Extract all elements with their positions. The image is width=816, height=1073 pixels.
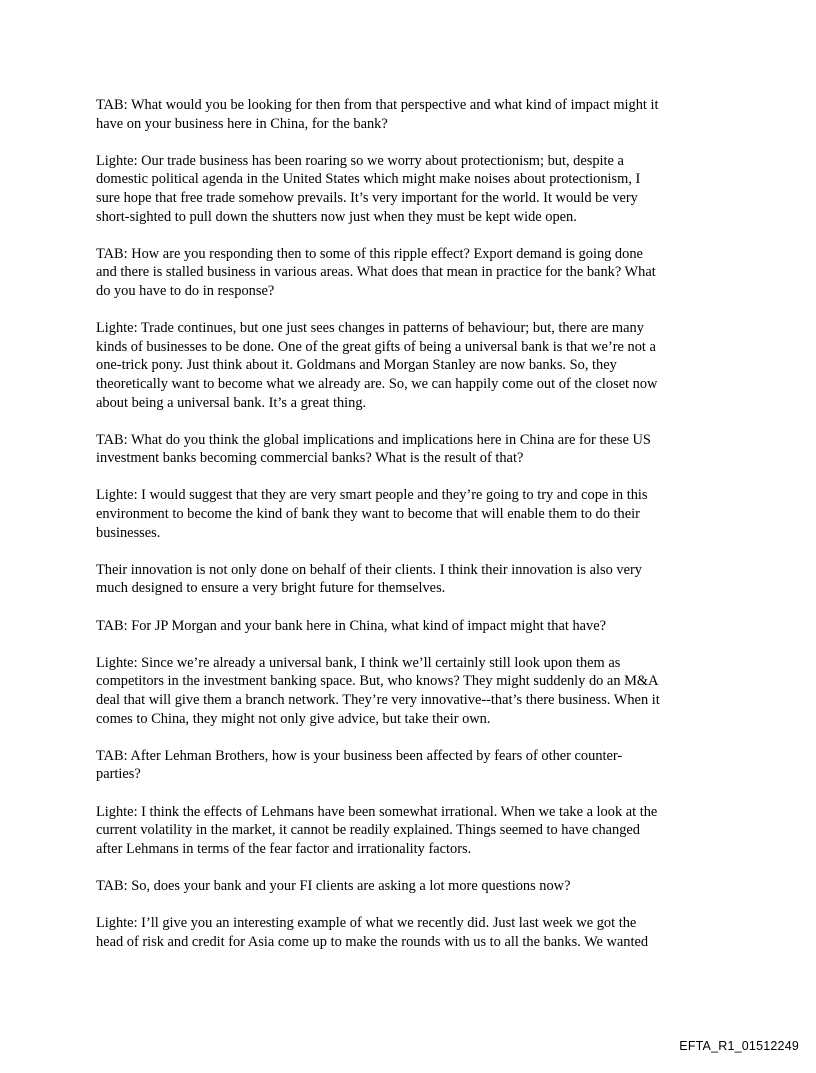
paragraph xyxy=(96,245,728,301)
text-line: deal that will give them a branch network. They’re very innovative--that’s there business. When it xyxy=(96,692,660,708)
text-line: TAB: How are you responding then to some of this ripple effect? Export demand is going done xyxy=(96,245,643,262)
text-line: comes to China, they might not only give advice, but take their own. xyxy=(96,710,491,727)
text-line: have on your business here in China, for the bank? xyxy=(96,115,388,132)
text-line: and there is stalled business in various areas. What does that mean in practice for the bank? What xyxy=(96,264,656,281)
paragraph xyxy=(96,319,728,412)
text-line: after Lehmans in terms of the fear factor and irrationality factors. xyxy=(96,840,472,857)
paragraph xyxy=(96,152,728,226)
text-line: theoretically want to become what we already are. So, we can happily come out of the closet now xyxy=(96,375,658,392)
text-line: Lighte: Since we’re already a universal bank, I think we’ll certainly still look upon them as xyxy=(96,654,621,671)
text-line: sure hope that free trade somehow prevails. It’s very important for the world. It would be very xyxy=(96,189,638,206)
text-line: short-sighted to pull down the shutters now just when they must be kept wide open. xyxy=(96,208,577,225)
document-id-stamp: EFTA_R1_01512249 xyxy=(679,1039,799,1053)
text-line: current volatility in the market, it cannot be readily explained. Things seemed to have changed xyxy=(96,822,640,839)
text-line: TAB: What do you think the global implications and implications here in China are for these US xyxy=(96,431,651,448)
text-line: Their innovation is not only done on behalf of their clients. I think their innovation is also very xyxy=(96,561,642,578)
text-line: TAB: For JP Morgan and your bank here in China, what kind of impact might that have? xyxy=(96,617,607,634)
text-line: about being a universal bank. It’s a great thing. xyxy=(96,394,367,411)
text-line: one-trick pony. Just think about it. Goldmans and Morgan Stanley are now banks. So, they xyxy=(96,357,617,374)
text-line: TAB: So, does your bank and your FI clients are asking a lot more questions now? xyxy=(96,877,571,894)
text-line: Lighte: I’ll give you an interesting example of what we recently did. Just last week we got the xyxy=(96,915,637,932)
text-line: businesses. xyxy=(96,524,161,541)
document-body xyxy=(96,96,728,970)
paragraph xyxy=(96,803,728,859)
text-line: domestic political agenda in the United States which might make noises about protectionism, I xyxy=(96,171,641,188)
paragraph xyxy=(96,561,728,598)
text-line: environment to become the kind of bank they want to become that will enable them to do their xyxy=(96,506,640,523)
paragraph xyxy=(96,877,728,896)
text-line: investment banks becoming commercial banks? What is the result of that? xyxy=(96,450,524,467)
text-line: parties? xyxy=(96,766,141,783)
text-line: Lighte: I would suggest that they are very smart people and they’re going to try and cope in this xyxy=(96,487,648,504)
text-line: Lighte: Trade continues, but one just sees changes in patterns of behaviour; but, there are many xyxy=(96,320,644,337)
text-line: much designed to ensure a very bright future for themselves. xyxy=(96,580,446,597)
text-line: do you have to do in response? xyxy=(96,282,275,299)
text-line: kinds of businesses to be done. One of the great gifts of being a universal bank is that we’re not a xyxy=(96,338,656,355)
paragraph xyxy=(96,486,728,542)
paragraph xyxy=(96,914,728,951)
text-line: competitors in the investment banking space. But, who knows? They might suddenly do an M&A xyxy=(96,673,659,690)
text-line: Lighte: I think the effects of Lehmans have been somewhat irrational. When we take a look at the xyxy=(96,803,658,820)
paragraph xyxy=(96,747,728,784)
text-line: Lighte: Our trade business has been roaring so we worry about protectionism; but, despite a xyxy=(96,152,624,169)
text-line: TAB: After Lehman Brothers, how is your business been affected by fears of other counter- xyxy=(96,747,623,764)
paragraph xyxy=(96,654,728,728)
paragraph xyxy=(96,617,728,636)
text-line: head of risk and credit for Asia come up to make the rounds with us to all the banks. We wanted xyxy=(96,933,649,950)
text-line: TAB: What would you be looking for then from that perspective and what kind of impact might it xyxy=(96,97,659,113)
paragraph xyxy=(96,96,728,133)
paragraph xyxy=(96,431,728,468)
